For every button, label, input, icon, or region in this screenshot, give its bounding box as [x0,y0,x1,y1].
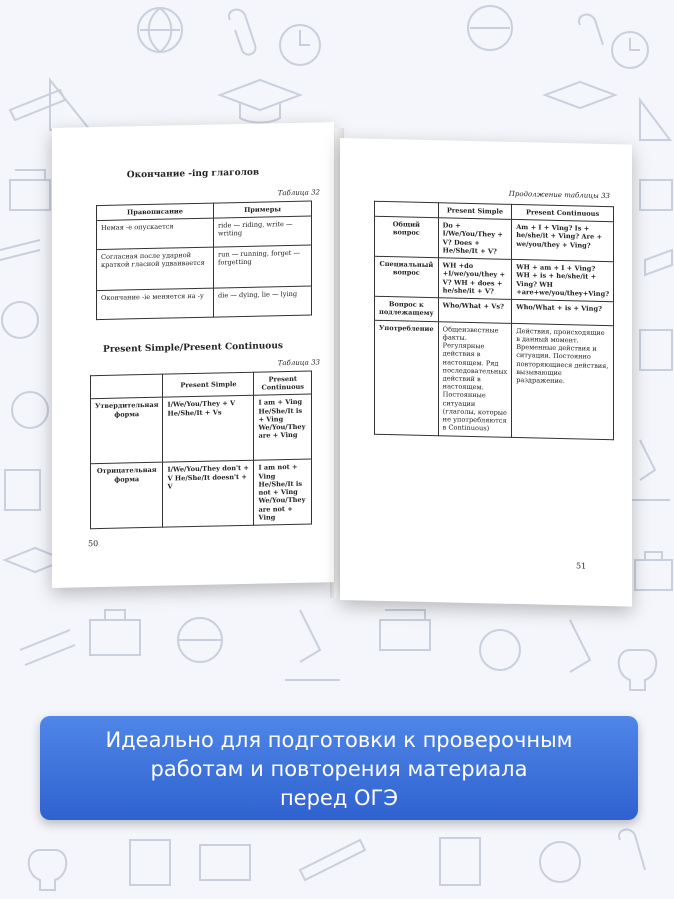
table-cell: Действия, происходящие в данный момент. Временные действия и ситуации. Постоянно повторяющиеся действия, вызывающие раздражение. [512,323,614,439]
left-page [52,122,334,588]
table-32-label: Таблица 32 [277,188,320,198]
row-header: Употребление [375,320,439,435]
column-header: Present Continuous [254,371,312,396]
row-header: Утвердительная форма [91,398,163,465]
table-cell: run — running, forget — forgetting [214,245,312,288]
table-row [97,286,312,320]
banner-line-1: Идеально для подготовки к проверочным [105,728,573,752]
table-row [375,217,614,262]
table-cell: I am + Ving He/She/It is + Ving We/You/They are + Ving [254,395,312,461]
table-row [91,395,312,465]
table-cell: I/We/You/They don't + V He/She/It doesn't + V [163,461,254,528]
column-header: Примеры [214,201,312,218]
column-header [91,374,163,399]
right-page [340,138,632,607]
table-row [91,460,312,529]
column-header: Present Simple [163,372,254,397]
column-header: Present Simple [438,203,512,220]
column-header: Present Continuous [512,204,614,222]
table-cell: I am not + Ving He/She/It is not + Ving We/You/They are not + Ving [254,460,312,526]
present-table [90,371,312,530]
table-row [97,216,312,250]
ing-title: Окончание -ing глаголов [126,167,260,181]
row-header: Отрицательная форма [91,463,163,529]
table-cell: Окончание -ie меняется на -y [97,288,214,319]
banner-line-3: перед ОГЭ [279,786,399,810]
table-cell: I/We/You/They + V He/She/It + Vs [163,396,254,463]
present-title: Present Simple/Present Continuous [103,341,283,355]
table-33-label: Таблица 33 [277,358,320,368]
page-number-left: 50 [88,539,99,549]
table-row [375,256,614,301]
table-cell: Согласная после ударной краткой гласной удваивается [97,247,214,290]
row-header: Общий вопрос [375,217,439,258]
page-number-right: 51 [576,561,587,571]
table-row [97,245,312,291]
table-cell: Who/What + is + Ving? [512,300,614,326]
present-table-continued [374,201,614,440]
table-cell: WH +do +I/we/you/they + V? WH + does + he/she/it + V? [438,258,512,300]
table-row [375,320,614,439]
table-cell: Do + I/We/You/They + V? Does + He/She/It + V? [438,218,512,260]
column-header [375,201,439,218]
table-cell: Общеизвестные факты. Регулярные действия в настоящем. Ряд последовательных действий в настоящем. Постоянные ситуации (глаголы, которые не употребляются в Continuous) [438,321,512,437]
table-cell: Who/What + Vs? [438,298,512,323]
column-header: Правописание [97,203,214,221]
banner-line-2: работам и повторения материала [150,757,528,781]
table-cell: WH + am + I + Ving? WH + is + he/she/it + Ving? WH +are+we/you/they+Ving? [512,260,614,302]
continuation-label: Продолжение таблицы 33 [508,189,610,201]
banner-text [40,726,638,813]
row-header: Вопрос к подлежащему [375,296,439,321]
table-cell: ride — riding, write — writing [214,216,312,247]
promo-banner [40,716,638,820]
table-cell: Немая -e опускается [97,218,214,249]
row-header: Специальный вопрос [375,256,439,297]
ing-spelling-table [96,201,312,321]
table-cell: die — dying, lie — lying [214,286,312,317]
table-cell: Am + I + Ving? Is + he/she/it + Ving? Are + we/you/they + Ving? [512,220,614,262]
